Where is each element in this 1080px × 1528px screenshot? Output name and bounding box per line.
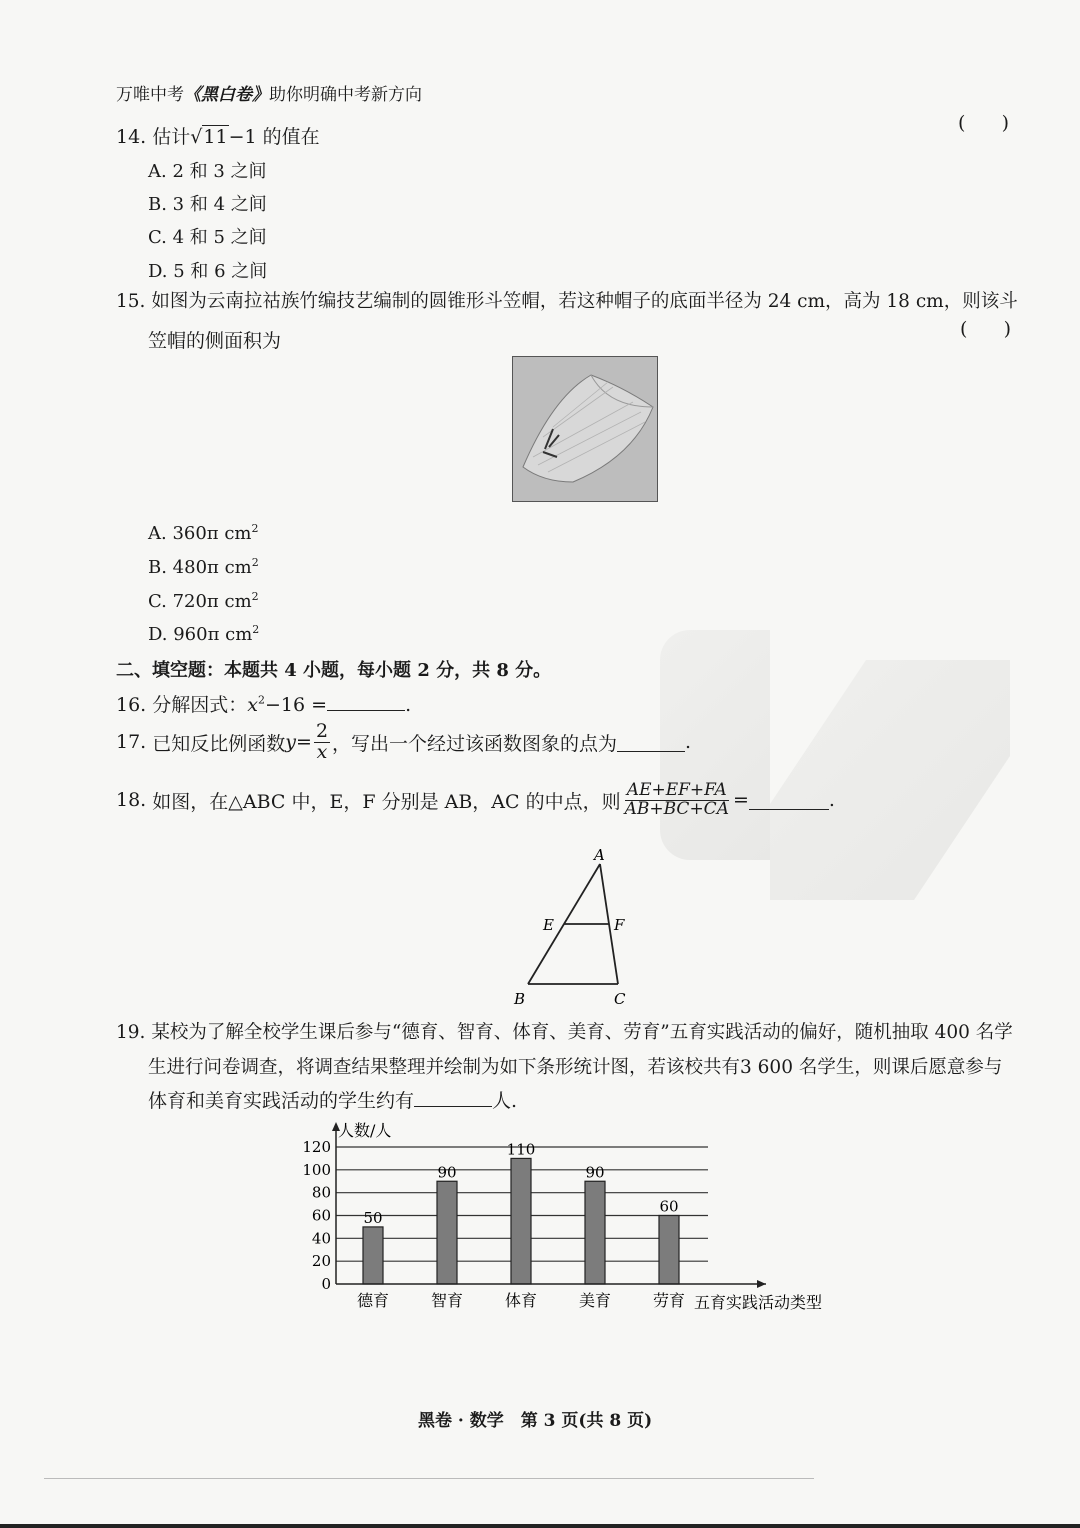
q17-fraction — [314, 722, 330, 763]
header-prefix: 万唯中考 — [116, 85, 184, 105]
q16-end: . — [405, 694, 412, 716]
q14-option-c: C. 4 和 5 之间 — [148, 227, 267, 248]
question-number: 16. — [116, 694, 147, 716]
header-suffix: 助你明确中考新方向 — [269, 85, 422, 105]
q18-end: . — [828, 789, 835, 812]
question-19-line3 — [148, 1086, 517, 1113]
y-tick-label: 100 — [302, 1160, 331, 1179]
q14-option-b: B. 3 和 4 之间 — [148, 194, 267, 215]
answer-blank-17[interactable] — [617, 733, 685, 752]
y-tick-label: 40 — [311, 1229, 331, 1248]
y-tick-label: 20 — [311, 1252, 331, 1271]
q15-option-d — [148, 623, 259, 645]
question-number: 19. — [116, 1022, 146, 1043]
q18-fraction — [623, 782, 731, 819]
q16-var-x: x — [247, 694, 258, 716]
bar — [585, 1181, 605, 1284]
q18-eq: = — [732, 789, 749, 812]
answer-blank-18[interactable] — [749, 791, 829, 810]
sqrt-sign: √ — [190, 126, 203, 148]
bar-value-label: 50 — [363, 1208, 383, 1227]
q15-option-c-text: C. 720π cm — [148, 591, 252, 612]
q14-radicand: 11 — [203, 126, 228, 148]
question-number: 18. — [116, 789, 147, 812]
q16-exponent: 2 — [258, 693, 265, 707]
q17-text1: 已知反比例函数 — [152, 732, 286, 755]
bar-value-label: 110 — [506, 1140, 536, 1159]
y-tick-label: 80 — [311, 1183, 331, 1202]
question-number: 15. — [116, 291, 146, 312]
watermark-shape-2 — [770, 660, 1010, 900]
page-header — [116, 80, 422, 105]
page-footer: 黑卷 · 数学 第 3 页(共 8 页) — [418, 1411, 653, 1431]
bar-value-label: 90 — [437, 1163, 457, 1182]
x-axis-label: 五育实践活动类型 — [694, 1293, 823, 1312]
vertex-label-c: C — [614, 990, 626, 1008]
x-axis-arrow — [757, 1280, 766, 1288]
bar-chart — [290, 1118, 870, 1328]
vertex-label-a: A — [594, 846, 605, 864]
fraction-numerator: AE+EF+FA — [626, 780, 727, 800]
bar-value-label: 90 — [585, 1163, 605, 1182]
q14-text-after: −1 的值在 — [228, 126, 320, 148]
bottom-edge-shadow — [0, 1524, 1080, 1528]
unit-superscript: 2 — [251, 556, 259, 569]
y-tick-label: 120 — [302, 1138, 331, 1156]
y-tick-label: 0 — [321, 1275, 331, 1293]
q15-option-a-text: A. 360π cm — [148, 523, 252, 544]
triangle-figure — [500, 842, 650, 1012]
q17-eq: = — [296, 731, 312, 754]
q15-line1-text: 如图为云南拉祜族竹编技艺编制的圆锥形斗笠帽，若这种帽子的底面半径为 24 cm，高为 18 cm，则该斗 — [151, 291, 1018, 312]
category-label: 德育 — [356, 1291, 390, 1310]
unit-superscript: 2 — [251, 522, 259, 535]
conical-hat-photo — [512, 356, 658, 502]
q14-text-before: 估计 — [152, 126, 191, 148]
y-axis-label: 人数/人 — [338, 1121, 392, 1140]
question-16 — [116, 690, 411, 717]
q17-end: . — [685, 731, 692, 754]
question-14-stem — [116, 122, 320, 149]
header-book-title: 《黑白卷》 — [184, 85, 269, 105]
section-2-title: 二、填空题：本题共 4 小题，每小题 2 分，共 8 分。 — [116, 660, 552, 681]
q15-option-d-text: D. 960π cm — [148, 624, 253, 645]
bar — [437, 1181, 457, 1284]
fraction-denominator: x — [316, 740, 328, 763]
q19-line1-text: 某校为了解全校学生课后参与“德育、智育、体育、美育、劳育”五育实践活动的偏好，随机抽取 400 名学 — [151, 1022, 1013, 1043]
answer-blank-16[interactable] — [327, 692, 405, 711]
bar — [659, 1216, 679, 1285]
q15-option-b-text: B. 480π cm — [148, 557, 252, 578]
question-17 — [116, 722, 691, 763]
y-tick-label: 60 — [311, 1206, 331, 1225]
question-19-line2: 生进行问卷调查，将调查结果整理并绘制为如下条形统计图，若该校共有3 600 名学生，则课后愿意参与 — [148, 1057, 1003, 1078]
hat-illustration — [513, 357, 657, 501]
unit-superscript: 2 — [252, 623, 260, 636]
question-15-line1 — [116, 287, 1018, 313]
bar-value-label: 60 — [659, 1197, 679, 1216]
answer-paren-15: ( ) — [960, 318, 1012, 340]
q16-text: 分解因式： — [152, 694, 248, 716]
bar — [363, 1227, 383, 1284]
question-19-line1 — [116, 1018, 1013, 1044]
q17-text2: ，写出一个经过该函数图象的点为 — [332, 732, 618, 755]
answer-paren-14: ( ) — [958, 112, 1010, 134]
q14-option-d: D. 5 和 6 之间 — [148, 261, 268, 282]
q18-text: 如图，在△ABC 中，E，F 分别是 AB，AC 的中点，则 — [152, 790, 621, 813]
fraction-numerator: 2 — [315, 720, 329, 742]
question-number: 17. — [116, 731, 147, 754]
q14-option-a: A. 2 和 3 之间 — [148, 161, 267, 182]
question-18 — [116, 782, 835, 819]
question-15-line2: 笠帽的侧面积为 — [148, 330, 282, 352]
q15-option-b — [148, 556, 259, 578]
vertex-label-b: B — [514, 990, 526, 1008]
midpoint-label-f: F — [614, 916, 625, 934]
question-number: 14. — [116, 126, 147, 148]
unit-superscript: 2 — [251, 590, 259, 603]
bottom-divider — [44, 1478, 814, 1479]
category-label: 美育 — [578, 1291, 612, 1310]
q15-option-a — [148, 522, 259, 544]
q19-line3-b: 人. — [492, 1090, 518, 1112]
q17-var-y: y — [285, 731, 297, 754]
fraction-denominator: AB+BC+CA — [624, 798, 729, 819]
q19-line3-a: 体育和美育实践活动的学生约有 — [148, 1090, 415, 1112]
bar — [511, 1158, 531, 1284]
q15-option-c — [148, 590, 259, 612]
category-label: 智育 — [430, 1291, 464, 1310]
answer-blank-19[interactable] — [414, 1088, 492, 1107]
q16-expr-rest: −16 = — [265, 694, 328, 716]
category-label: 体育 — [504, 1291, 538, 1310]
category-label: 劳育 — [652, 1291, 686, 1310]
midpoint-label-e: E — [543, 916, 554, 934]
